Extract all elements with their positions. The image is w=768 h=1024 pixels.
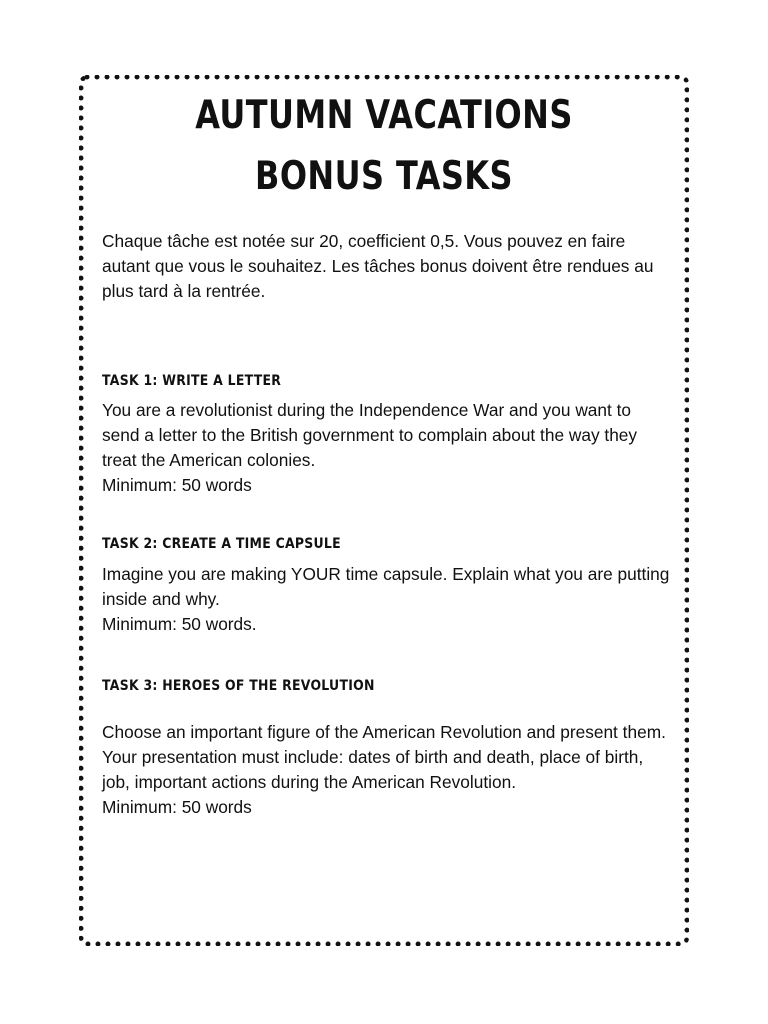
task-1-heading: TASK 1: WRITE A LETTER (102, 373, 282, 389)
task-1-description: You are a revolutionist during the Independence War and you want to send a letter to the British government to complain about the way they treat the American colonies. (102, 400, 638, 470)
task-3-heading: TASK 3: HEROES OF THE REVOLUTION (102, 678, 375, 694)
page-title-line-1: AUTUMN VACATIONS (195, 93, 573, 138)
task-2-body (102, 562, 672, 637)
task-3-minimum: Minimum: 50 words (102, 797, 252, 817)
intro-paragraph: Chaque tâche est notée sur 20, coefficient 0,5. Vous pouvez en faire autant que vous le souhaitez. Les tâches bonus doivent être rendues au plus tard à la rentrée. (102, 231, 654, 301)
task-1-body (102, 398, 672, 498)
task-3-description: Choose an important figure of the American Revolution and present them. Your presentation must include: dates of birth and death, place of birth, job, important actions during the American Revolution. (102, 722, 666, 792)
page-title-line-2: BONUS TASKS (255, 154, 513, 199)
task-2-description: Imagine you are making YOUR time capsule. Explain what you are putting inside and why. (102, 564, 670, 609)
task-2-heading: TASK 2: CREATE A TIME CAPSULE (102, 536, 341, 552)
task-2-minimum: Minimum: 50 words. (102, 614, 257, 634)
task-1-minimum: Minimum: 50 words (102, 475, 252, 495)
task-3-body (102, 720, 672, 820)
